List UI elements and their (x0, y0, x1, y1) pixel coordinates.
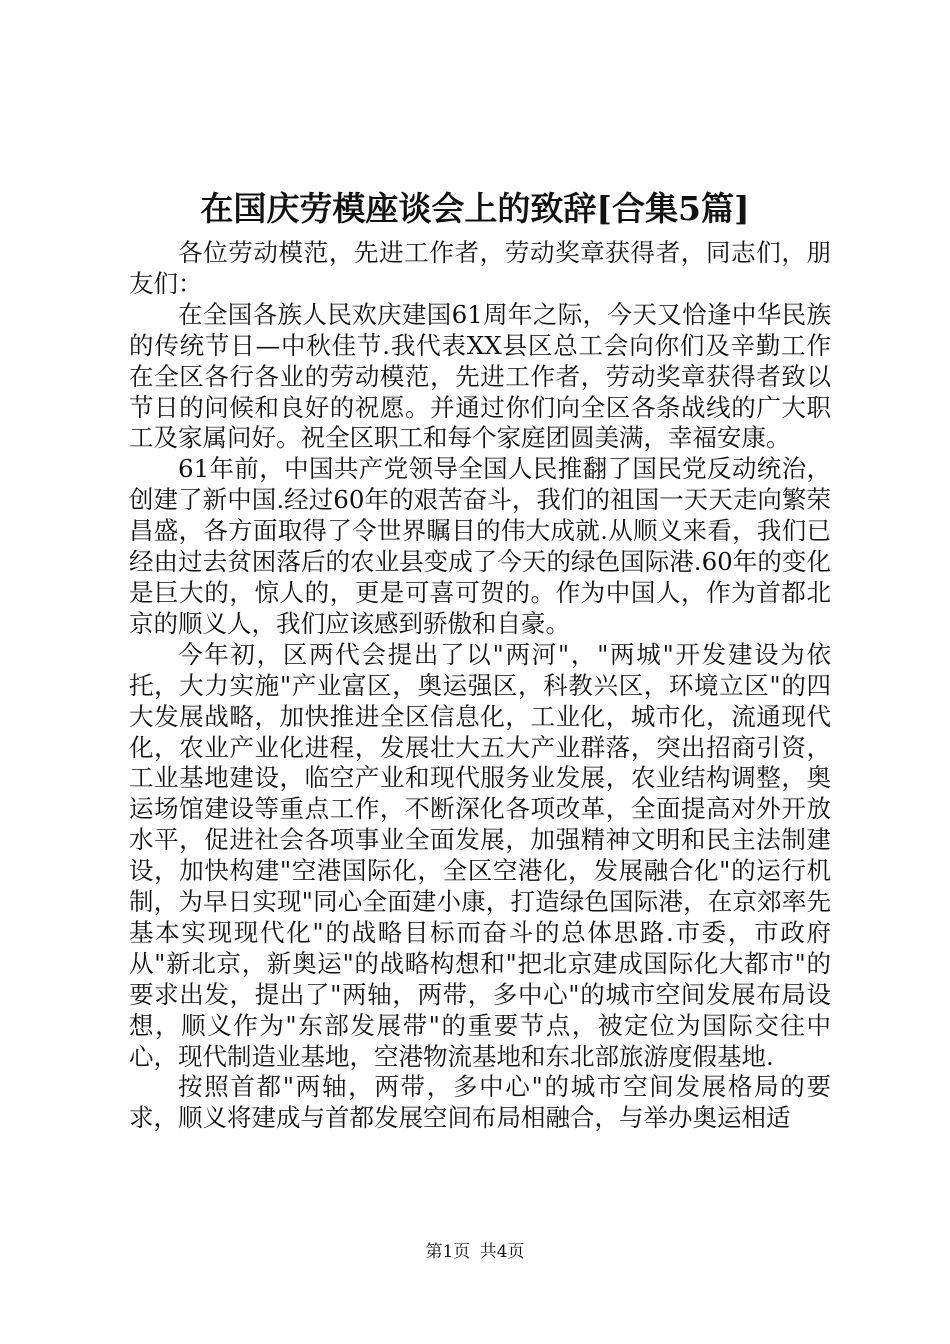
paragraph-strategy: 今年初，区两代会提出了以"两河"，"两城"开发建设为依托，大力实施"产业富区，奥运强区，科教兴区，环境立区"的四大发展战略，加快推进全区信息化，工业化，城市化，流通现代化，农业产业化进程，发展壮大五大产业群落，突出招商引资，工业基地建设，临空产业和现代服务业发展，农业结构调整，奥运场馆建设等重点工作，不断深化各项改革，全面提高对外开放水平，促进社会各项事业全面发展，加强精神文明和民主法制建设，加快构建"空港国际化，全区空港化，发展融合化"的运行机制，为早日实现"同心全面建小康，打造绿色国际港，在京郊率先基本实现现代化"的战略目标而奋斗的总体思路.市委，市政府从"新北京，新奥运"的战略构想和"把北京建成国际化大都市"的要求出发，提出了"两轴，两带，多中心"的城市空间发展布局设想，顺义作为"东部发展带"的重要节点，被定位为国际交往中心，现代制造业基地，空港物流基地和东北部旅游度假基地. (129, 639, 831, 1071)
document-body (129, 238, 831, 1134)
paragraph-history: 61年前，中国共产党领导全国人民推翻了国民党反动统治，创建了新中国.经过60年的艰苦奋斗，我们的祖国一天天走向繁荣昌盛，各方面取得了令世界瞩目的伟大成就.从顺义来看，我们已经由过去贫困落后的农业县变成了今天的绿色国际港.60年的变化是巨大的，惊人的，更是可喜可贺的。作为中国人，作为首都北京的顺义人，我们应该感到骄傲和自豪。 (129, 454, 831, 638)
paragraph-plan: 按照首都"两轴，两带，多中心"的城市空间发展格局的要求，顺义将建成与首都发展空间布局相融合，与举办奥运相适 (129, 1072, 831, 1133)
paragraph-greeting: 在全国各族人民欢庆建国61周年之际，今天又恰逢中华民族的传统节日—中秋佳节.我代表XX县区总工会向你们及辛勤工作在全区各行各业的劳动模范，先进工作者，劳动奖章获得者致以节日的问候和良好的祝愿。并通过你们向全区各条战线的广大职工及家属问好。祝全区职工和每个家庭团圆美满，幸福安康。 (129, 299, 831, 453)
paragraph-salutation: 各位劳动模范，先进工作者，劳动奖章获得者，同志们，朋友们： (129, 238, 831, 298)
page-footer (0, 1240, 950, 1264)
page-total: 共4页 (479, 1242, 525, 1262)
document-title: 在国庆劳模座谈会上的致辞[合集5篇] (200, 189, 750, 228)
page-number: 第1页 (425, 1242, 471, 1262)
